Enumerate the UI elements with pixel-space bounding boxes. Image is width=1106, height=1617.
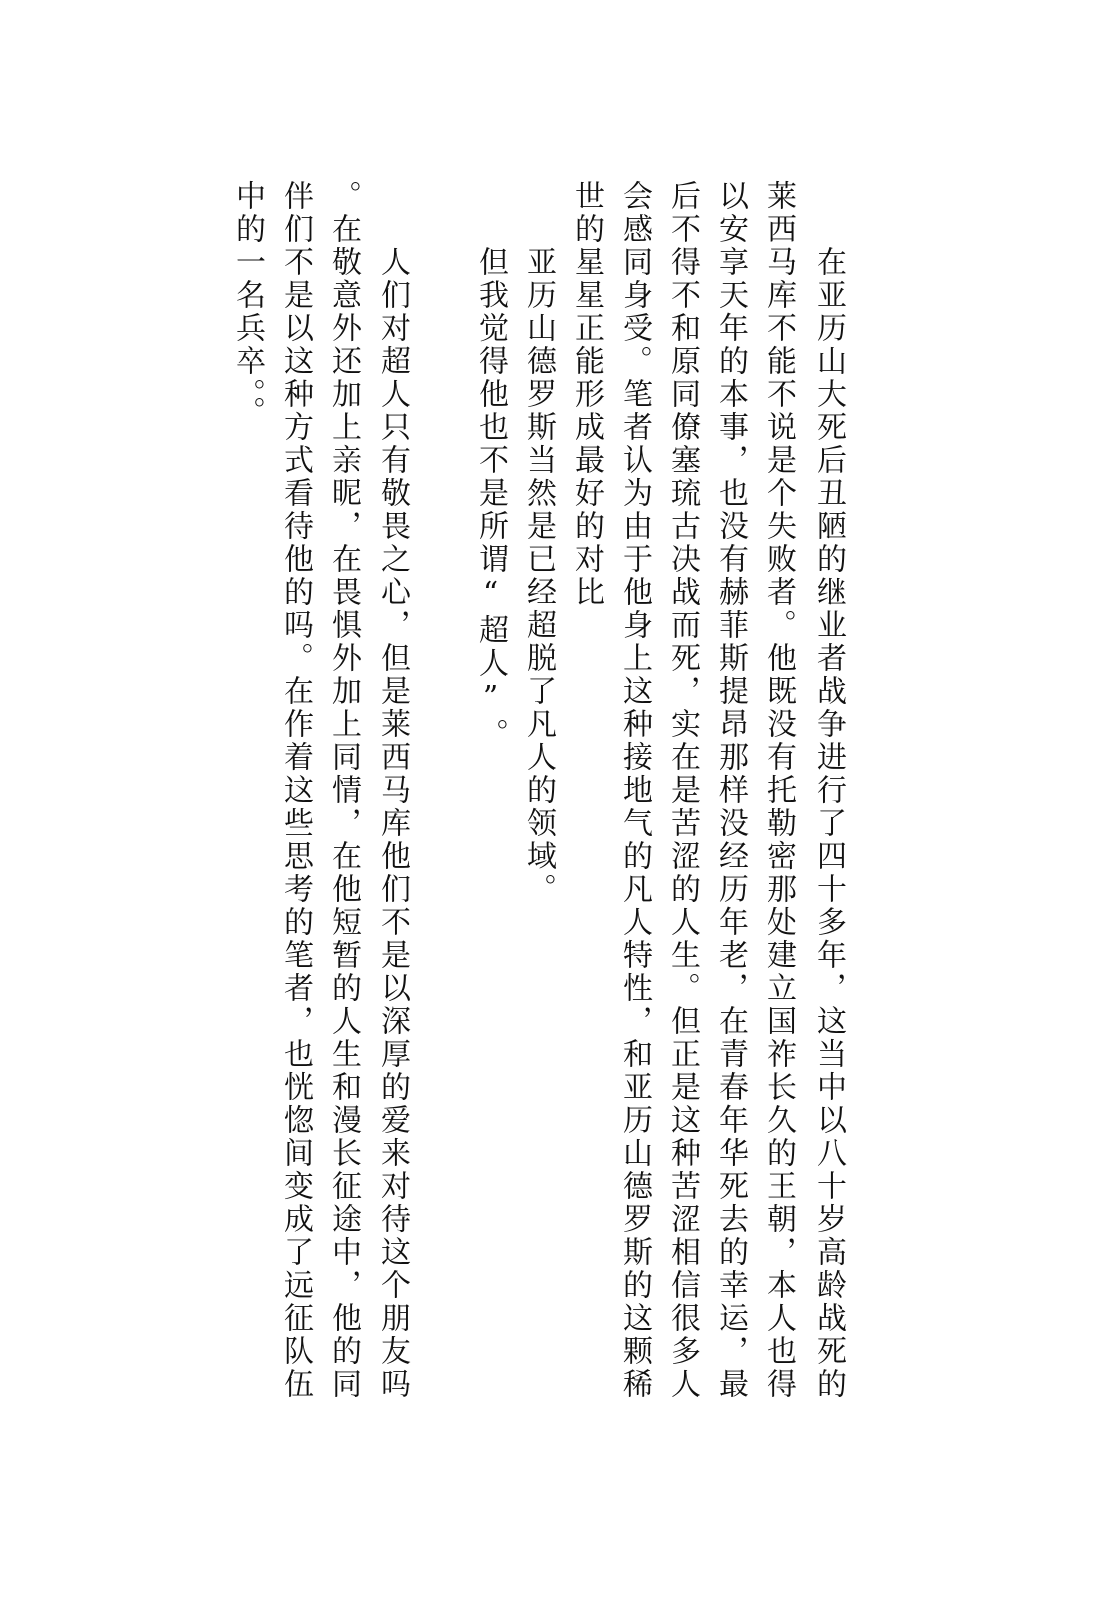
text-column-8: 但我觉得他也不是所谓“超人”。 xyxy=(473,180,508,751)
text-column-12: 中的一名兵卒。。 xyxy=(230,180,265,429)
text-column-9: 人们对超人只有敬畏之心，但是莱西马库他们不是以深厚的爱来对待这个朋友吗 xyxy=(375,180,410,1401)
text-column-4: 后不得不和原同僚塞琉古决战而死，实在是苦涩的人生。但正是这种苦涩相信很多人 xyxy=(665,180,700,1401)
text-column-10: 。在敬意外还加上亲昵，在畏惧外加上同情，在他短暂的人生和漫长征途中，他的同 xyxy=(326,180,361,1401)
text-column-7: 亚历山德罗斯当然是已经超脱了凡人的领域。 xyxy=(521,180,556,906)
text-column-3: 以安享天年的本事，也没有赫菲斯提昂那样没经历年老，在青春年华死去的幸运，最 xyxy=(713,180,748,1401)
text-column-11: 伴们不是以这种方式看待他的吗。在作着这些思考的笔者，也恍惚间变成了远征队伍 xyxy=(278,180,313,1401)
text-column-1: 在亚历山大死后丑陋的继业者战争进行了四十多年，这当中以八十岁高龄战死的 xyxy=(811,180,846,1401)
text-column-2: 莱西马库不能不说是个失败者。他既没有托勒密那处建立国祚长久的王朝，本人也得 xyxy=(761,180,796,1401)
text-column-5: 会感同身受。笔者认为由于他身上这种接地气的凡人特性，和亚历山德罗斯的这颗稀 xyxy=(617,180,652,1401)
text-column-6: 世的星星正能形成最好的对比 xyxy=(569,180,604,609)
